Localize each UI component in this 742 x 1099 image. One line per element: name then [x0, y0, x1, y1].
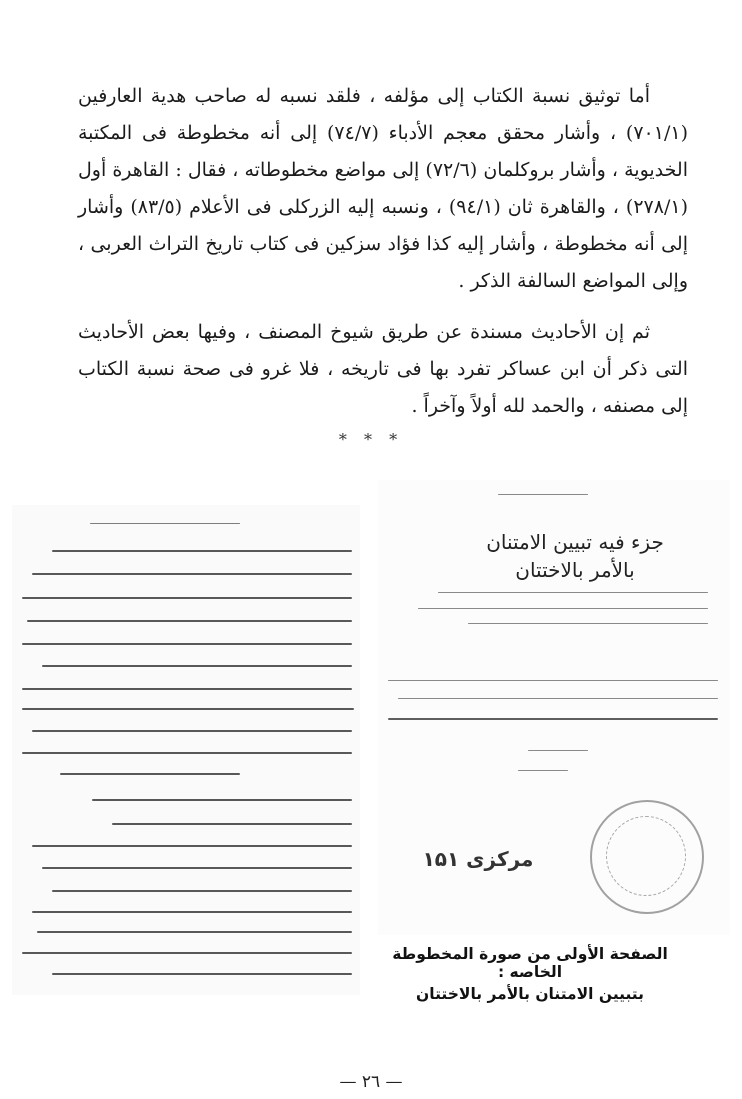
- page-number: — ٢٦ —: [339, 1072, 403, 1092]
- manuscript-page-right-image: [378, 480, 730, 935]
- manuscript-page-left-image: [12, 505, 360, 995]
- figure-caption-line-2: بتبيين الامتنان بالأمر بالاختتان: [416, 985, 644, 1003]
- paragraph-authenticity: ثم إن الأحاديث مسندة عن طريق شيوخ المصنف ، وفيها بعض الأحاديث التى ذكر أن ابن عساكر تفرد بها فى تاريخه ، فلا غرو فى صحة نسبة الكتاب إلى مصنفه ، والحمد لله أولاً وآخراً .: [78, 321, 688, 417]
- paragraph-attribution: أما توثيق نسبة الكتاب إلى مؤلفه ، فلقد نسبه له صاحب هدية العارفين (٧٠١/١) ، وأشار محقق معجم الأدباء (٧٤/٧) إلى أنه مخطوطة فى المكتبة الخديوية ، وأشار بروكلمان (٧٢/٦) إلى مواضع مخطوطاته ، فقال : القاهرة أول (٢٧٨/١) ، والقاهرة ثان (٩٤/١) ، ونسبه إليه الزركلى فى الأعلام (٨٣/٥) وأشار إلى أنه مخطوطة ، وأشار إليه كذا فؤاد سزكين فى كتاب تاريخ التراث العربى ، وإلى المواضع السالفة الذكر .: [78, 85, 688, 292]
- manuscript-stamp-text: مرکزی ۱۵۱: [422, 847, 534, 871]
- section-separator: * * *: [338, 430, 404, 449]
- body-text: [78, 78, 688, 425]
- manuscript-title-line-2: بالأمر بالاختتان: [515, 558, 635, 582]
- figure-caption-line-1: الصفحة الأولى من صورة المخطوطة الخاصه :: [392, 945, 668, 981]
- manuscript-title-line-1: جزء فيه تبيين الامتنان: [486, 530, 664, 554]
